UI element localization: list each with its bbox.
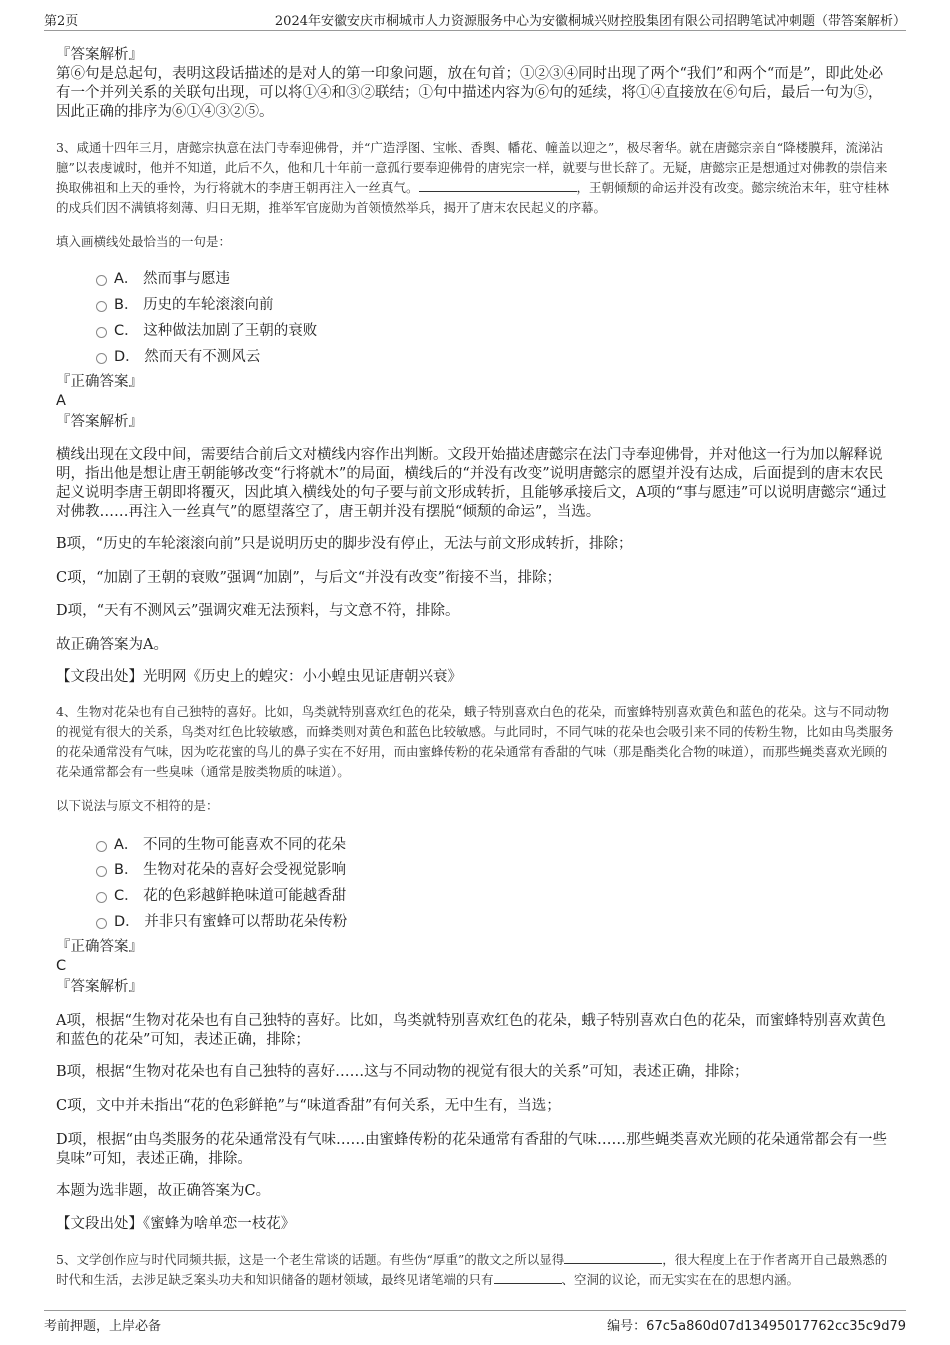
q5-passage-part-a: 5、文学创作应与时代同频共振，这是一个老生常谈的话题。有些伪“厚重”的散文之所以显得 <box>56 1252 565 1267</box>
q4-option-d[interactable]: D． 并非只有蜜蜂可以帮助花朵传粉 <box>96 910 347 930</box>
footer-slogan: 考前押题，上岸必备 <box>44 1319 162 1334</box>
q3-option-a[interactable]: A． 然而事与愿违 <box>96 267 230 287</box>
q4-conclusion: 本题为选非题，故正确答案为C。 <box>56 1183 271 1199</box>
q5-passage-part-b: ，很大程度上在于作者离开自己最熟悉的时代和生活，去涉足缺乏案头功夫和知识储备的题材领域，最终见诸笔端的只有 <box>56 1252 888 1287</box>
page-footer <box>44 1310 906 1335</box>
q4-analysis-c: C项，文中并未指出“花的色彩鲜艳”与“味道香甜”有何关系，无中生有，当选； <box>56 1098 561 1114</box>
q2-analysis-text: 第⑥句是总起句，表明这段话描述的是对人的第一印象问题，放在句首；①②③④同时出现了两个“我们”和两个“而是”，即此处必有一个并列关系的关联句出现，可以将①④和③②联结；①句中描述内容为⑥句的延续，将①④直接放在⑥句后，最后一句为⑤，因此正确的排序为⑥①④③②⑤。 <box>56 66 884 120</box>
radio-icon[interactable] <box>96 301 107 312</box>
q5-passage-part-c: 、空洞的议论，而无实实在在的思想内涵。 <box>561 1272 800 1287</box>
document-id: 编号：67c5a860d07d13495017762cc35c9d79 <box>607 1319 906 1334</box>
radio-icon[interactable] <box>96 275 107 286</box>
q3-option-d[interactable]: D． 然而天有不测风云 <box>96 345 260 365</box>
q3-answer-label: 『正确答案』 <box>56 374 143 390</box>
q4-prompt: 以下说法与原文不相符的是： <box>56 798 219 813</box>
fill-blank <box>564 1251 662 1264</box>
q4-answer: C <box>56 958 67 974</box>
q3-passage <box>56 138 896 218</box>
q4-source: 【文段出处】《蜜蜂为啥单恋一枝花》 <box>56 1216 296 1232</box>
q4-analysis-label: 『答案解析』 <box>56 979 143 995</box>
q4-answer-label: 『正确答案』 <box>56 939 143 955</box>
q3-analysis-d: D项，“天有不测风云”强调灾难无法预料，与文意不符，排除。 <box>56 603 460 619</box>
q3-passage-part-b: ，王朝倾颓的命运并没有改变。懿宗统治末年，驻守桂林的戍兵们因不满镇将刻薄、归日无期，推举军官庞勋为首领愤然举兵，揭开了唐末农民起义的序幕。 <box>56 180 890 215</box>
radio-icon[interactable] <box>96 841 107 852</box>
q4-analysis-b: B项，根据“生物对花朵也有自己独特的喜好……这与不同动物的视觉有很大的关系”可知，表述正确，排除； <box>56 1064 749 1080</box>
q3-option-c[interactable]: C． 这种做法加剧了王朝的衰败 <box>96 319 317 339</box>
page-number: 第2页 <box>44 14 79 29</box>
q3-analysis-c: C项，“加剧了王朝的衰败”强调“加剧”，与后文“并没有改变”衔接不当，排除； <box>56 570 562 586</box>
radio-icon[interactable] <box>96 327 107 338</box>
q3-source: 【文段出处】光明网《历史上的蝗灾：小小蝗虫见证唐朝兴衰》 <box>56 669 462 685</box>
q4-option-a[interactable]: A． 不同的生物可能喜欢不同的花朵 <box>96 833 346 853</box>
q3-answer: A <box>56 393 66 409</box>
q3-passage-part-a: 3、咸通十四年三月，唐懿宗执意在法门寺奉迎佛骨，并“广造浮图、宝帐、香舆、幡花、幢盖以迎之”，极尽奢华。就在唐懿宗亲自“降楼膜拜，流涕沾臆”以表虔诚时，他并不知道，此后不久，他和几十年前一意孤行要奉迎佛骨的唐宪宗一样，就要与世长辞了。无疑，唐懿宗正是想通过对佛教的崇信来换取佛祖和上天的垂怜，为行将就木的李唐王朝再注入一丝真气。 <box>56 140 888 195</box>
q3-option-b[interactable]: B． 历史的车轮滚滚向前 <box>96 293 274 313</box>
q2-analysis-label: 『答案解析』 <box>56 47 143 63</box>
fill-blank <box>494 1271 562 1284</box>
radio-icon[interactable] <box>96 353 107 364</box>
q3-analysis-main: 横线出现在文段中间，需要结合前后文对横线内容作出判断。文段开始描述唐懿宗在法门寺奉迎佛骨，并对他这一行为加以解释说明，指出他是想让唐王朝能够改变“行将就木”的局面，横线后的“并没有改变”说明唐懿宗的愿望并没有达成，后面提到的唐末农民起义说明李唐王朝即将覆灭，因此填入横线处的句子要与前文形成转折，且能够承接后文，A项的“事与愿违”可以说明唐懿宗“通过对佛教……再注入一丝真气”的愿望落空了，唐王朝并没有摆脱“倾颓的命运”，当选。 <box>56 447 887 520</box>
q4-analysis-a: A项，根据“生物对花朵也有自己独特的喜好。比如，鸟类就特别喜欢红色的花朵，蛾子特别喜欢白色的花朵，而蜜蜂特别喜欢黄色和蓝色的花朵”可知，表述正确，排除； <box>56 1013 886 1048</box>
page-header <box>44 8 906 31</box>
q3-conclusion: 故正确答案为A。 <box>56 637 168 653</box>
q3-prompt: 填入画横线处最恰当的一句是： <box>56 234 232 249</box>
q4-option-c[interactable]: C． 花的色彩越鲜艳味道可能越香甜 <box>96 884 346 904</box>
q5-passage <box>56 1250 896 1290</box>
q4-option-b[interactable]: B． 生物对花朵的喜好会受视觉影响 <box>96 858 346 878</box>
radio-icon[interactable] <box>96 866 107 877</box>
q3-analysis-b: B项，“历史的车轮滚滚向前”只是说明历史的脚步没有停止，无法与前文形成转折，排除； <box>56 536 633 552</box>
q4-analysis-d: D项，根据“由鸟类服务的花朵通常没有气味……由蜜蜂传粉的花朵通常有香甜的气味……那些蝇类喜欢光顾的花朵通常都会有一些臭味”可知，表述正确，排除。 <box>56 1132 888 1167</box>
radio-icon[interactable] <box>96 918 107 929</box>
q3-analysis-label: 『答案解析』 <box>56 414 143 430</box>
document-title: 2024年安徽安庆市桐城市人力资源服务中心为安徽桐城兴财控股集团有限公司招聘笔试冲刺题（带答案解析） <box>274 14 906 29</box>
q4-passage: 4、生物对花朵也有自己独特的喜好。比如，鸟类就特别喜欢红色的花朵，蛾子特别喜欢白色的花朵，而蜜蜂特别喜欢黄色和蓝色的花朵。这与不同动物的视觉有很大的关系，鸟类对红色比较敏感，而蜂类则对黄色和蓝色比较敏感。与此同时，不同气味的花朵也会吸引来不同的传粉生物，比如由鸟类服务的花朵通常没有气味，因为吃花蜜的鸟儿的鼻子实在不好用，而由蜜蜂传粉的花朵通常有香甜的气味（那是酯类化合物的味道），而那些蝇类喜欢光顾的花朵通常都会有一些臭味（通常是胺类物质的味道）。 <box>56 704 894 779</box>
fill-blank <box>419 179 577 192</box>
radio-icon[interactable] <box>96 892 107 903</box>
